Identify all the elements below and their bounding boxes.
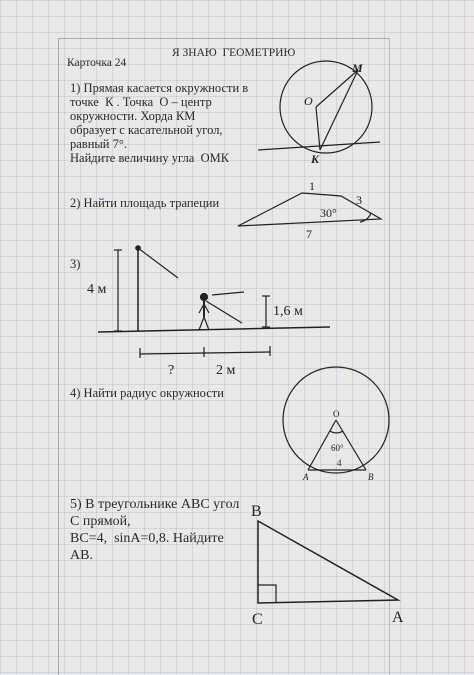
problem-5-line: 5) В треугольнике АВС угол xyxy=(70,497,240,512)
problem-1-line: Найдите величину угла ОМК xyxy=(70,151,230,165)
label-pole-height: 4 м xyxy=(87,282,107,297)
label-vertex-c: C xyxy=(252,611,263,628)
figure-5-right-triangle xyxy=(258,521,398,603)
label-angle: 30° xyxy=(320,206,337,220)
card-label: Карточка 24 xyxy=(67,57,127,69)
problem-1-line: окружности. Хорда КМ xyxy=(70,109,196,123)
label-point-a: A xyxy=(303,472,309,482)
label-point-b: B xyxy=(368,472,374,482)
person-leg-left xyxy=(199,317,204,330)
problem-3-number: 3) xyxy=(70,257,81,271)
light-ray-shadow xyxy=(206,301,242,323)
problem-4-text: 4) Найти радиус окружности xyxy=(70,386,224,400)
figure-3-shadow-problem xyxy=(98,248,330,358)
label-shadow-length: 2 м xyxy=(216,363,236,378)
problem-5-line: ВС=4, sinA=0,8. Найдите xyxy=(70,531,224,546)
label-right-side: 3 xyxy=(356,193,362,207)
person-head xyxy=(201,294,208,301)
triangle-outline xyxy=(258,521,398,603)
radius-ok xyxy=(316,107,320,150)
label-vertex-a: A xyxy=(392,609,404,626)
label-angle: 60° xyxy=(331,443,344,453)
label-chord: 4 xyxy=(337,458,342,468)
problem-1-line: образует с касательной угол, xyxy=(70,123,223,137)
angle-arc xyxy=(330,431,343,433)
problem-1-line: точке К . Точка О – центр xyxy=(70,95,212,109)
worksheet-title: Я ЗНАЮ ГЕОМЕТРИЮ xyxy=(172,47,296,59)
light-ray-top xyxy=(138,248,178,278)
problem-2-text: 2) Найти площадь трапеции xyxy=(70,196,220,210)
lamp-icon xyxy=(135,245,141,251)
label-point-m: M xyxy=(352,61,363,75)
label-top-side: 1 xyxy=(309,179,315,193)
label-bottom-side: 7 xyxy=(306,227,312,241)
label-point-k: K xyxy=(311,152,320,166)
problem-1-line: 1) Прямая касается окружности в xyxy=(70,81,249,95)
chord-km xyxy=(320,70,358,150)
person-leg-right xyxy=(204,317,209,330)
radius-om xyxy=(316,70,358,107)
figure-4-circle-radius xyxy=(283,367,389,473)
light-ray-head xyxy=(212,292,244,295)
right-angle-marker xyxy=(258,585,276,603)
angle-arc xyxy=(360,213,371,222)
problem-1-line: равный 7°. xyxy=(70,137,127,151)
label-unknown-distance: ? xyxy=(168,363,175,378)
label-person-height: 1,6 м xyxy=(273,304,303,319)
problem-5-line: С прямой, xyxy=(70,514,131,529)
problem-5-line: АВ. xyxy=(70,548,93,563)
label-center-o: O xyxy=(304,94,313,108)
label-vertex-b: B xyxy=(251,503,262,520)
ground-line xyxy=(98,327,330,332)
label-center-o: O xyxy=(333,409,340,419)
distance-line xyxy=(140,352,270,354)
